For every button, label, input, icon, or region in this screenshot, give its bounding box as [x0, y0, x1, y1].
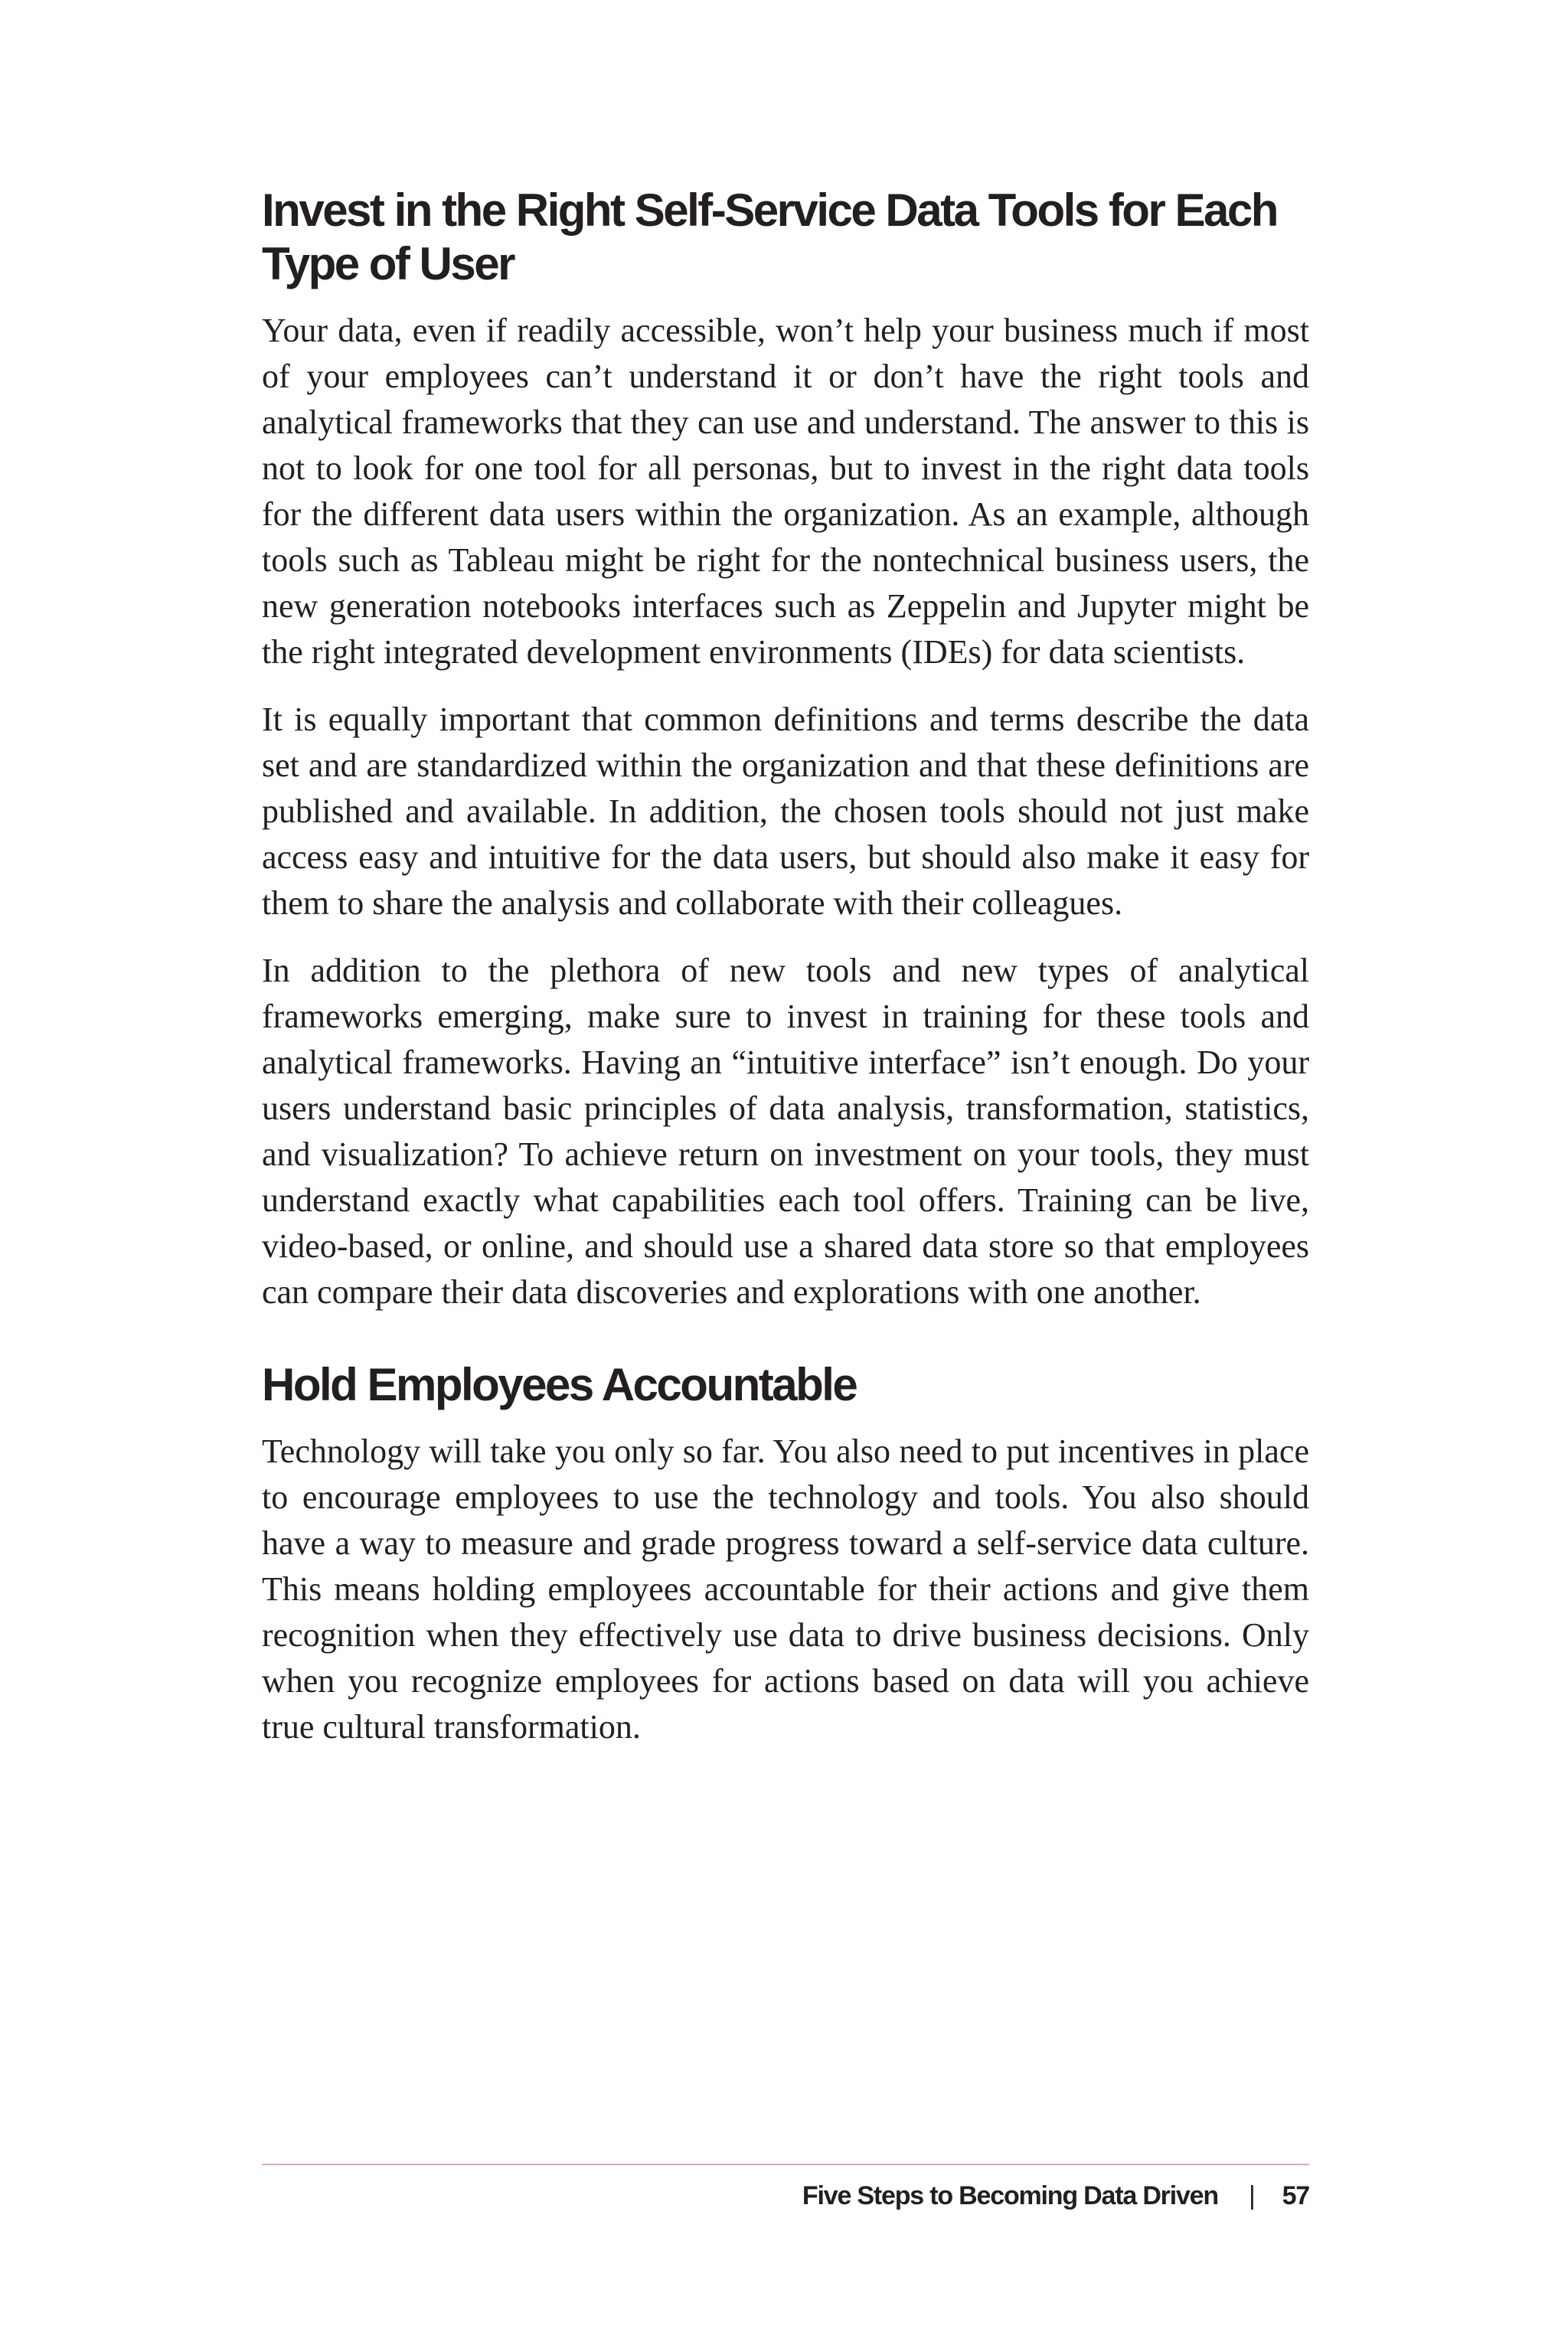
page-footer	[262, 2173, 1309, 2219]
page-content	[262, 184, 1309, 1772]
section-heading-self-service-tools: Invest in the Right Self-Service Data Tools for Each Type of User	[262, 185, 1277, 289]
footer-divider	[262, 2164, 1309, 2165]
page-number: 57	[1282, 2180, 1309, 2210]
body-paragraph: It is equally important that common definitions and terms describe the data set and are standardized within the organization and that these definitions are published and available. In addition, the chosen tools should not just make access easy and intuitive for the data users, but should also make it easy for them to share the analysis and collaborate with their colleagues.	[262, 701, 1309, 922]
body-paragraph: Your data, even if readily accessible, won’t help your business much if most of your employees can’t understand it or don’t have the right tools and analytical frameworks that they can use and understand. The answer to this is not to look for one tool for all personas, but to invest in the right data tools for the different data users within the organization. As an example, although tools such as Tableau might be right for the nontechnical business users, the new generation notebooks interfaces such as Zeppelin and Jupyter might be the right integrated development environments (IDEs) for data scientists.	[262, 312, 1309, 671]
body-paragraph: In addition to the plethora of new tools and new types of analytical frameworks emerging, make sure to invest in training for these tools and analytical frameworks. Having an “intuitive interface” isn’t enough. Do your users understand basic principles of data analysis, transformation, statistics, and visualization? To achieve return on investment on your tools, they must understand exactly what capabilities each tool offers. Training can be live, video-based, or online, and should use a shared data store so that employees can compare their data discoveries and explorations with one another.	[262, 952, 1309, 1311]
body-paragraph: Technology will take you only so far. You also need to put incentives in place to encourage employees to use the technology and tools. You also should have a way to measure and grade progress toward a self-service data culture. This means holding employees accountable for their actions and give them recognition when they effectively use data to drive business decisions. Only when you recognize employees for actions based on data will you achieve true cultural transformation.	[262, 1432, 1309, 1746]
section-heading-accountable: Hold Employees Accountable	[262, 1359, 857, 1410]
running-footer-title: Five Steps to Becoming Data Driven	[802, 2180, 1218, 2210]
footer-separator: |	[1248, 2180, 1255, 2210]
